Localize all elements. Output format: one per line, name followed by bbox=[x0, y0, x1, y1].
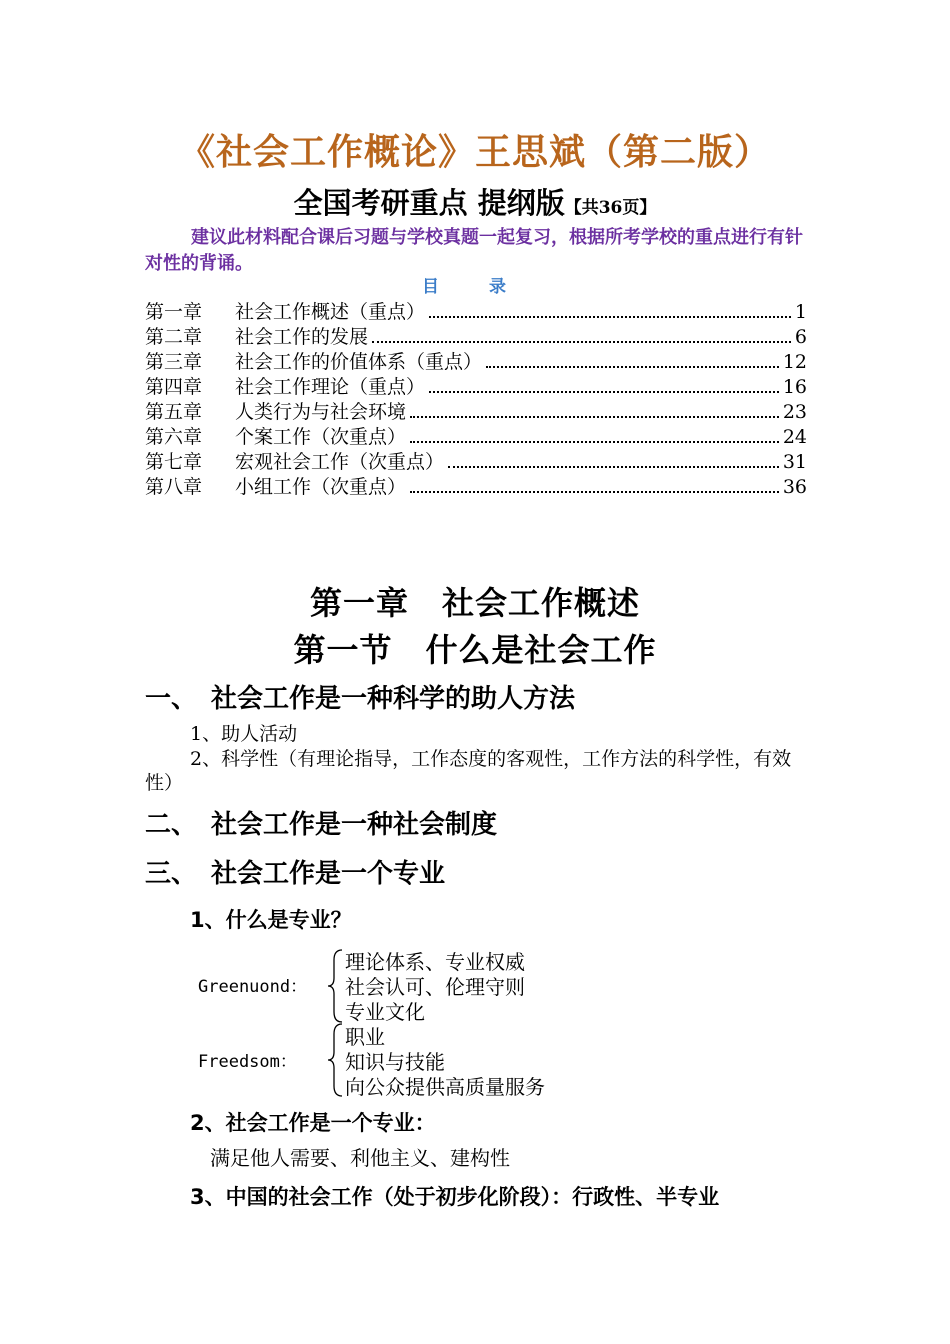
toc-page: 12 bbox=[782, 351, 807, 373]
toc-title: 宏观社会工作（次重点） bbox=[235, 451, 445, 473]
part-title: 社会工作是一种社会制度 bbox=[211, 810, 498, 840]
toc-chapter: 第二章 bbox=[145, 326, 203, 348]
toc-title: 人类行为与社会环境 bbox=[235, 401, 407, 423]
brace-icon bbox=[326, 948, 344, 1024]
greenwood-item: 社会认可、伦理守则 bbox=[345, 975, 525, 999]
subheading: 1、什么是专业？ bbox=[190, 908, 352, 932]
greenwood-label: Greenuond： bbox=[198, 977, 308, 997]
toc-page: 6 bbox=[794, 326, 807, 348]
toc-title: 个案工作（次重点） bbox=[235, 426, 407, 448]
toc-leader bbox=[486, 366, 779, 368]
list-item: 1、助人活动 bbox=[190, 723, 298, 745]
toc-item[interactable] bbox=[145, 297, 807, 322]
toc-chapter: 第八章 bbox=[145, 476, 203, 498]
freedson-label: Freedsom： bbox=[198, 1052, 297, 1072]
part-title: 社会工作是一个专业 bbox=[211, 859, 446, 889]
table-of-contents bbox=[145, 297, 807, 497]
document-title: 《社会工作概论》王思斌（第二版） bbox=[178, 131, 771, 173]
toc-page: 1 bbox=[794, 301, 807, 323]
toc-page: 36 bbox=[782, 476, 807, 498]
toc-title: 社会工作理论（重点） bbox=[235, 376, 426, 398]
toc-page: 24 bbox=[782, 426, 807, 448]
toc-item[interactable] bbox=[145, 397, 807, 422]
toc-title: 社会工作概述（重点） bbox=[235, 301, 426, 323]
toc-leader bbox=[372, 341, 791, 343]
toc-item[interactable] bbox=[145, 372, 807, 397]
toc-chapter: 第一章 bbox=[145, 301, 203, 323]
part-title: 社会工作是一种科学的助人方法 bbox=[211, 684, 576, 714]
list-item: 2、科学性（有理论指导，工作态度的客观性，工作方法的科学性，有效性） bbox=[145, 748, 792, 794]
toc-item[interactable] bbox=[145, 322, 807, 347]
study-advice: 建议此材料配合课后习题与学校真题一起复习，根据所考学校的重点进行有针对性的背诵。 bbox=[145, 227, 803, 274]
toc-item[interactable] bbox=[145, 422, 807, 447]
toc-leader bbox=[429, 391, 779, 393]
toc-chapter: 第三章 bbox=[145, 351, 203, 373]
subtitle-text: 全国考研重点 提纲版 bbox=[293, 186, 565, 220]
freedson-item: 职业 bbox=[345, 1025, 385, 1049]
greenwood-item: 专业文化 bbox=[345, 1000, 425, 1024]
toc-leader bbox=[429, 316, 791, 318]
part-heading bbox=[145, 804, 497, 841]
toc-page: 16 bbox=[782, 376, 807, 398]
part-heading bbox=[145, 853, 445, 890]
toc-item[interactable] bbox=[145, 447, 807, 472]
toc-chapter: 第五章 bbox=[145, 401, 203, 423]
toc-leader bbox=[448, 466, 779, 468]
document-subtitle bbox=[0, 181, 950, 222]
toc-title: 社会工作的价值体系（重点） bbox=[235, 351, 483, 373]
part-number: 一、 bbox=[145, 684, 198, 714]
toc-page: 23 bbox=[782, 401, 807, 423]
toc-leader bbox=[410, 441, 779, 443]
part-heading bbox=[145, 678, 575, 715]
toc-chapter: 第四章 bbox=[145, 376, 203, 398]
toc-chapter: 第六章 bbox=[145, 426, 203, 448]
section-title: 第一节 什么是社会工作 bbox=[293, 631, 657, 669]
chapter-title: 第一章 社会工作概述 bbox=[309, 584, 640, 622]
greenwood-item: 理论体系、专业权威 bbox=[345, 950, 525, 974]
subheading: 2、社会工作是一个专业： bbox=[190, 1111, 436, 1135]
toc-chapter: 第七章 bbox=[145, 451, 203, 473]
part-number: 二、 bbox=[145, 810, 198, 840]
freedson-item: 向公众提供高质量服务 bbox=[345, 1075, 545, 1099]
subheading: 3、中国的社会工作（处于初步化阶段）：行政性、半专业 bbox=[190, 1185, 720, 1209]
toc-title: 小组工作（次重点） bbox=[235, 476, 407, 498]
toc-title: 社会工作的发展 bbox=[235, 326, 369, 348]
toc-page: 31 bbox=[782, 451, 807, 473]
brace-icon bbox=[326, 1022, 344, 1098]
body-text: 满足他人需要、利他主义、建构性 bbox=[210, 1146, 510, 1170]
page-count: 【共36页】 bbox=[564, 198, 657, 218]
freedson-item: 知识与技能 bbox=[345, 1050, 445, 1074]
part-number: 三、 bbox=[145, 859, 198, 889]
toc-heading: 目 录 bbox=[422, 277, 528, 297]
toc-item[interactable] bbox=[145, 347, 807, 372]
toc-leader bbox=[410, 491, 779, 493]
toc-leader bbox=[410, 416, 779, 418]
toc-item[interactable] bbox=[145, 472, 807, 497]
